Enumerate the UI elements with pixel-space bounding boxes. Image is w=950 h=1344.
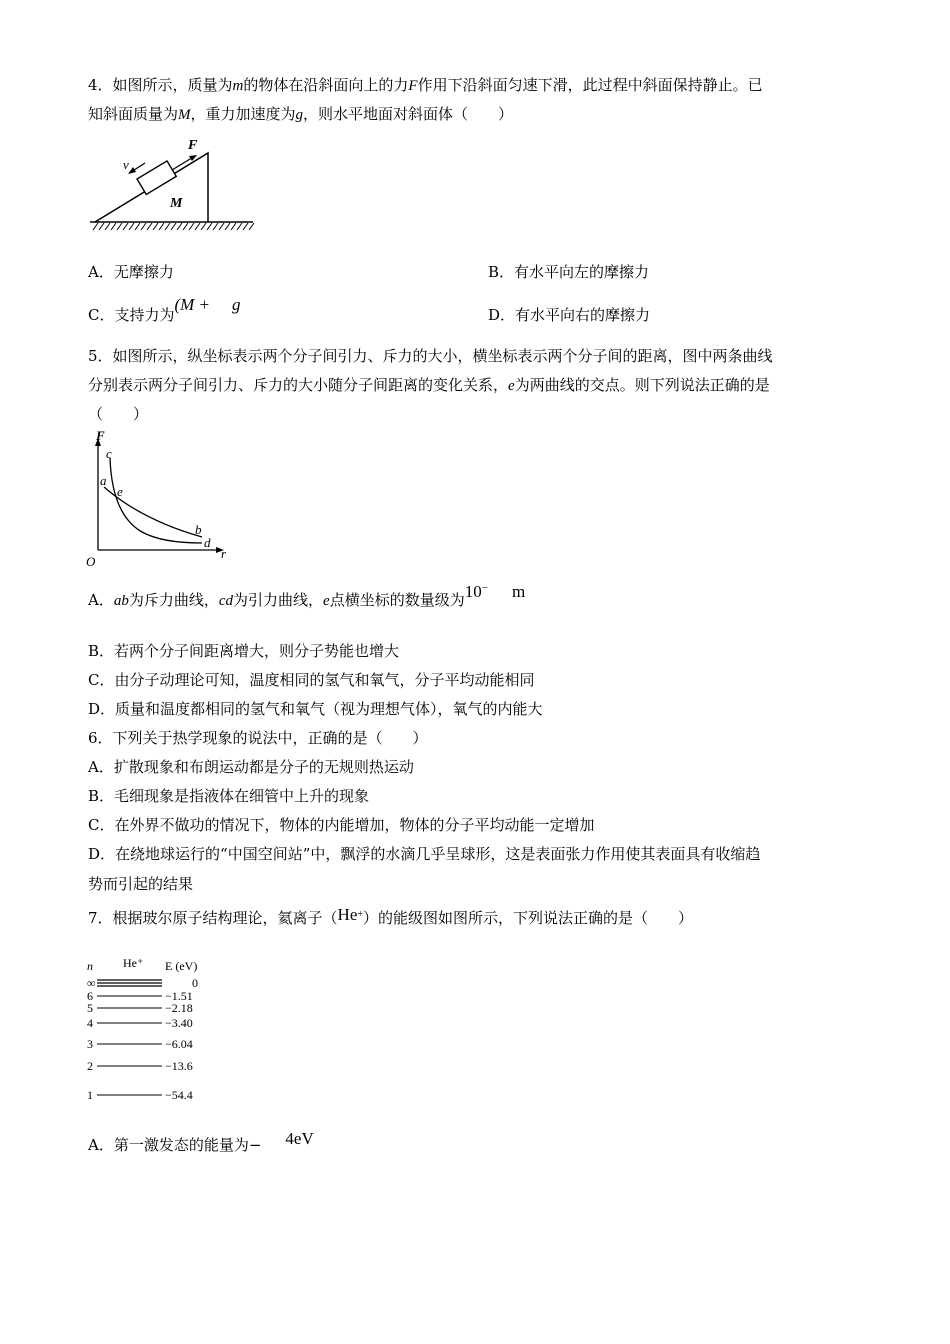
point-b: b (195, 522, 202, 537)
level-n: 1 (87, 1088, 93, 1102)
formula: (M + (174, 295, 211, 314)
ion-label: He⁺ (123, 956, 144, 970)
text: A． (88, 591, 114, 609)
q6-stem: 6．下列关于热学现象的说法中，正确的是（ ） (88, 729, 428, 747)
q6-option-d[interactable]: D．在绕地球运行的“中国空间站”中，飘浮的水滴几乎呈球形，这是表面张力作用使其表面具有收缩趋 (88, 845, 761, 863)
level-n: 5 (87, 1001, 93, 1015)
text: 知斜面质量为 (88, 105, 179, 123)
level-n: 4 (87, 1016, 93, 1030)
var: cd (218, 593, 234, 609)
level-n: 3 (87, 1037, 93, 1051)
var-M: M (178, 107, 191, 123)
var-m: m (232, 78, 244, 94)
text: 7．根据玻尔原子结构理论，氦离子（ (88, 909, 338, 927)
q5-option-a[interactable] (88, 582, 526, 612)
q4-stem-line2 (88, 104, 513, 125)
point-c: c (106, 446, 112, 461)
origin-label: O (86, 554, 96, 569)
formula: g (232, 295, 241, 314)
text: 的物体在沿斜面向上的力 (243, 76, 409, 94)
level-energy: −6.04 (165, 1037, 193, 1051)
level-n: 2 (87, 1059, 93, 1073)
q6-option-c[interactable]: C．在外界不做功的情况下，物体的内能增加，物体的分子平均动能一定增加 (88, 816, 595, 834)
formula: 10 (464, 582, 482, 601)
energy-level-1 (87, 976, 198, 990)
var: e (323, 593, 330, 609)
q6-option-b[interactable]: B．毛细现象是指液体在细管中上升的现象 (88, 787, 370, 805)
force-label: F (188, 138, 198, 153)
energy-level-5 (87, 1037, 193, 1051)
q5-option-c[interactable]: C．由分子动理论可知，温度相同的氢气和氧气，分子平均动能相同 (88, 671, 535, 689)
q6-option-d-cont: 势而引起的结果 (88, 875, 194, 893)
text: A．第一激发态的能量为 (88, 1136, 249, 1154)
level-energy: −1.51 (165, 989, 193, 1003)
q5-stem-line1: 5．如图所示，纵坐标表示两个分子间引力、斥力的大小，横坐标表示两个分子间的距离，图中两条曲线 (88, 347, 773, 365)
q4-stem-line1 (88, 75, 763, 96)
q6-option-a[interactable]: A．扩散现象和布朗运动都是分子的无规则热运动 (88, 758, 414, 776)
level-energy: −13.6 (165, 1059, 193, 1073)
var-F: F (408, 78, 418, 94)
text: ，重力加速度为 (190, 105, 296, 123)
text: − (248, 1136, 262, 1154)
point-d: d (204, 535, 211, 550)
text: 点横坐标的数量级为 (329, 591, 465, 609)
text: 为斥力曲线， (128, 591, 219, 609)
energy-level-3 (87, 1001, 193, 1015)
q5-stem-line3: （ ） (88, 405, 149, 423)
text: 为两曲线的交点。则下列说法正确的是 (514, 376, 770, 394)
q4-option-c[interactable] (88, 295, 241, 325)
formula-sup: − (481, 582, 488, 594)
q4-option-d[interactable]: D．有水平向右的摩擦力 (488, 306, 651, 324)
level-n: 6 (87, 989, 93, 1003)
level-energy: −2.18 (165, 1001, 193, 1015)
block (137, 161, 176, 194)
ion: He (337, 905, 358, 924)
text: 4．如图所示，质量为 (88, 76, 233, 94)
q5-option-d[interactable]: D．质量和温度都相同的氢气和氧气（视为理想气体），氧气的内能大 (88, 700, 543, 718)
var: ab (113, 593, 129, 609)
molecular-force-figure (82, 430, 232, 570)
ion-sup: + (357, 909, 364, 920)
formula-unit: m (511, 582, 526, 601)
energy-level-6 (87, 1059, 193, 1073)
velocity-label: v (123, 157, 129, 172)
curve-cd (110, 458, 202, 543)
q4-option-b[interactable]: B．有水平向左的摩擦力 (488, 263, 650, 281)
axis-label-r: r (221, 546, 227, 561)
q5-option-b[interactable]: B．若两个分子间距离增大，则分子势能也增大 (88, 642, 400, 660)
q5-stem-line2 (88, 375, 770, 396)
energy-level-4 (87, 1016, 193, 1030)
text: 作用下沿斜面匀速下滑，此过程中斜面保持静止。已 (417, 76, 763, 94)
energy-level-7 (87, 1088, 193, 1102)
axis-label-f: F (96, 430, 105, 443)
incline-figure (85, 135, 260, 240)
mass-label: M (170, 196, 183, 211)
energy-level-diagram (85, 952, 215, 1112)
text: 为引力曲线， (233, 591, 324, 609)
text: ）的能级图如图所示，下列说法正确的是（ ） (363, 909, 694, 927)
level-n: ∞ (87, 976, 96, 990)
formula: 4eV (285, 1129, 314, 1148)
text: C．支持力为 (88, 306, 175, 324)
energy-unit-label: E (eV) (165, 959, 198, 973)
q7-option-a[interactable] (88, 1129, 314, 1155)
q7-stem (88, 905, 693, 928)
q4-option-a[interactable]: A．无摩擦力 (88, 263, 174, 281)
var-e: e (508, 378, 515, 394)
text: 分别表示两分子间引力、斥力的大小随分子间距离的变化关系， (88, 376, 509, 394)
point-a: a (100, 473, 107, 488)
text: ，则水平地面对斜面体（ ） (303, 105, 514, 123)
level-energy: −3.40 (165, 1016, 193, 1030)
point-e: e (117, 484, 123, 499)
level-energy: 0 (192, 976, 198, 990)
level-energy: −54.4 (165, 1088, 193, 1102)
n-label: n (87, 959, 93, 973)
var-g: g (295, 107, 304, 123)
